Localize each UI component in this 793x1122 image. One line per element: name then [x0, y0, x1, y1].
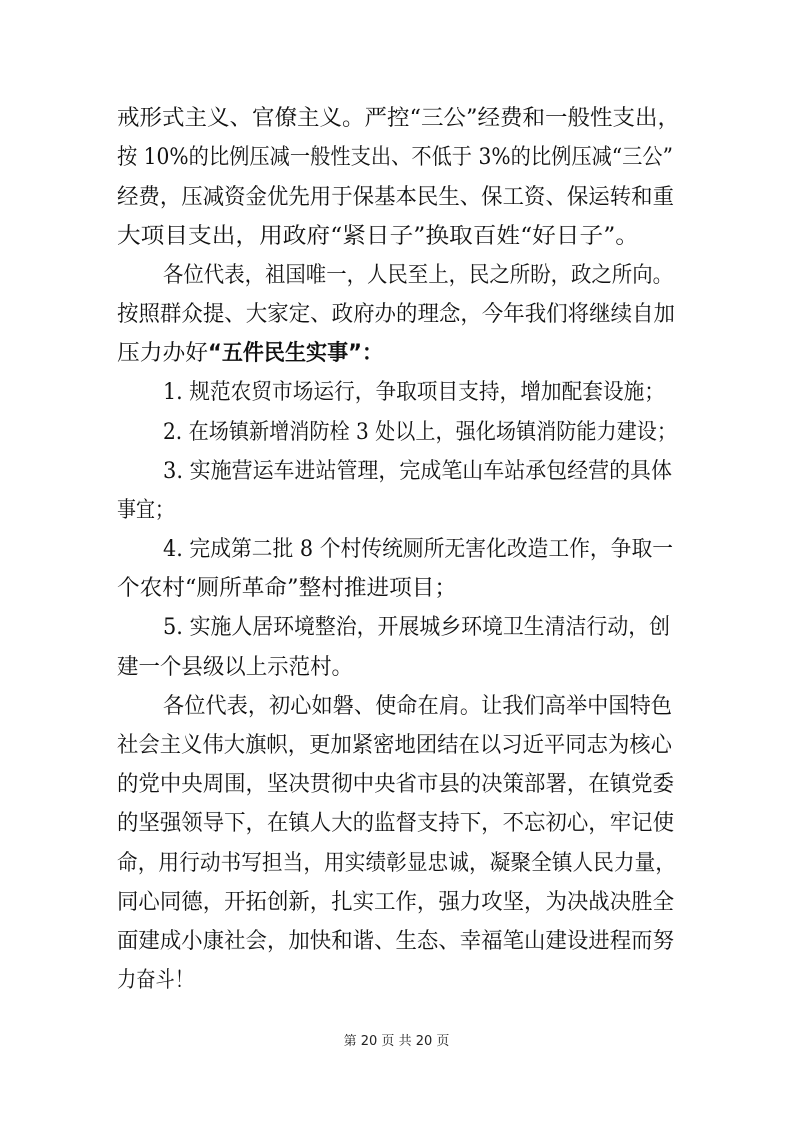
text-line	[0, 138, 793, 178]
text-line	[0, 178, 793, 218]
text-line-content: 2. 在场镇新增消防栓 3 处以上，强化场镇消防能力建设；	[163, 420, 677, 445]
text-line	[0, 804, 793, 844]
text-line-content: 力奋斗！	[117, 968, 194, 993]
text-line	[0, 256, 793, 296]
text-line-content: 3. 实施营运车进站管理，完成笔山车站承包经营的具体	[163, 459, 672, 484]
text-line-content: 4. 完成第二批 8 个村传统厕所无害化改造工作，争取一	[163, 537, 673, 562]
text-line	[0, 726, 793, 766]
text-line	[0, 961, 793, 1001]
text-line	[0, 217, 793, 257]
text-line-content: 的党中央周围，坚决贯彻中央省市县的决策部署，在镇党委	[117, 772, 674, 797]
text-line-content: 个农村“厕所革命”整村推进项目；	[117, 576, 457, 601]
text-line-content: 戒形式主义、官僚主义。严控“三公”经费和一般性支出，	[117, 106, 680, 131]
text-line	[0, 491, 793, 531]
text-line-content: 各位代表，祖国唯一，人民至上，民之所盼，政之所向。	[163, 263, 673, 288]
text-line-content: 1. 规范农贸市场运行，争取项目支持，增加配套设施；	[163, 380, 665, 405]
text-line	[0, 99, 793, 139]
page-footer: 第 20 页 共 20 页	[343, 1034, 450, 1049]
text-line	[0, 687, 793, 727]
text-line	[0, 608, 793, 648]
text-line-content: 社会主义伟大旗帜，更加紧密地团结在以习近平同志为核心	[117, 733, 672, 758]
text-line-content: 经费，压减资金优先用于保基本民生、保工资、保运转和重	[117, 185, 674, 210]
text-line	[0, 334, 793, 374]
text-line-content: 同心同德，开拓创新，扎实工作，强力攻坚，为决战决胜全	[117, 890, 674, 915]
text-line	[0, 530, 793, 570]
text-line-content: 事宜；	[117, 498, 174, 523]
text-line-content: 各位代表，初心如磐、使命在肩。让我们高举中国特色	[163, 694, 672, 719]
text-line-content: 面建成小康社会，加快和谐、生态、幸福笔山建设进程而努	[117, 929, 674, 954]
text-line	[0, 569, 793, 609]
text-line-content: 大项目支出，用政府“紧日子”换取百姓“好日子”。	[117, 224, 639, 249]
text-line	[0, 922, 793, 962]
text-line	[0, 295, 793, 335]
text-line	[0, 648, 793, 688]
text-line-content: 的坚强领导下，在镇人大的监督支持下，不忘初心，牢记使	[117, 811, 674, 836]
text-line-content: 按 10%的比例压减一般性支出、不低于 3%的比例压减“三公”	[117, 145, 673, 170]
text-line-content: 命，用行动书写担当，用实绩彰显忠诚，凝聚全镇人民力量，	[117, 851, 676, 876]
text-line-content: 按照群众提、大家定、政府办的理念，今年我们将继续自加	[117, 302, 675, 327]
text-line	[0, 883, 793, 923]
text-line	[0, 765, 793, 805]
text-line	[0, 844, 793, 884]
text-line-content: 压力办好	[117, 341, 208, 366]
text-line-content: 建一个县级以上示范村。	[117, 655, 353, 680]
text-line-content: 5. 实施人居环境整治，开展城乡环境卫生清洁行动，创	[163, 615, 670, 640]
text-line	[0, 413, 793, 453]
text-line	[0, 452, 793, 492]
emphasis-text: “五件民生实事”：	[208, 341, 383, 366]
text-line	[0, 373, 793, 413]
